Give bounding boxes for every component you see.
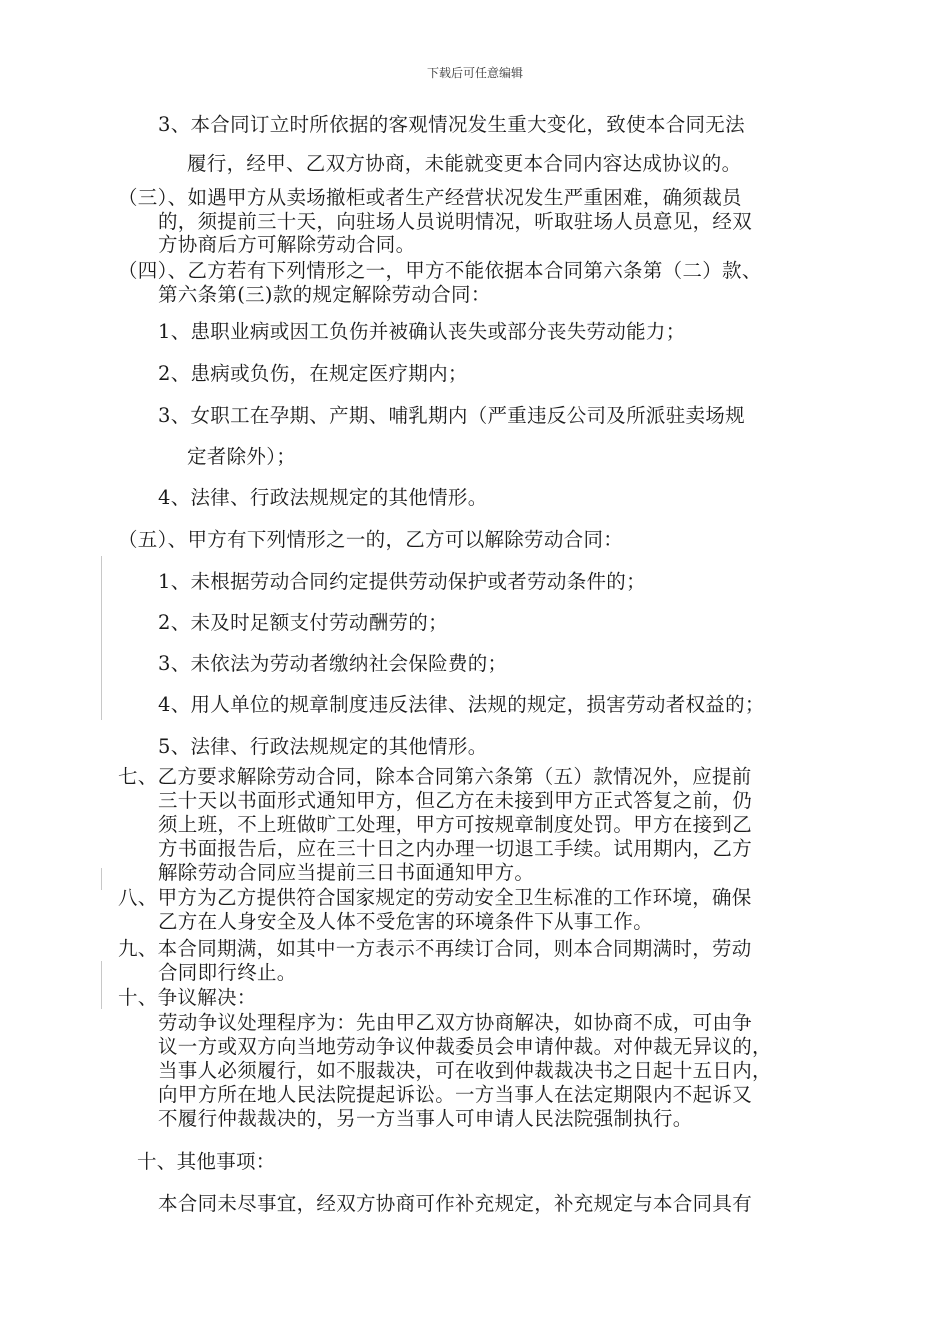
clause-8-line-2: 乙方在人身安全及人体不受危害的环境条件下从事工作。 xyxy=(158,910,654,933)
page-header: 下载后可任意编辑 xyxy=(426,66,523,80)
clause-10-line-4: 向甲方所在地人民法院提起诉讼。一方当事人在法定期限内不起诉又 xyxy=(158,1083,753,1106)
clause-7-line-3: 须上班，不上班做旷工处理，甲方可按规章制度处罚。甲方在接到乙 xyxy=(158,813,753,836)
clause-6-3-item-3-line-2: 履行，经甲、乙双方协商，未能就变更本合同内容达成协议的。 xyxy=(187,152,742,175)
clause-6-3-line-2: 的，须提前三十天，向驻场人员说明情况，听取驻场人员意见，经双 xyxy=(158,210,753,233)
clause-6-4-item-2: 2、患病或负伤，在规定医疗期内； xyxy=(158,362,468,385)
clause-6-4-heading: （四）、乙方若有下列情形之一，甲方不能依据本合同第六条第（二）款、 xyxy=(118,259,762,282)
clause-10-line-2: 议一方或双方向当地劳动争议仲裁委员会申请仲裁。对仲裁无异议的， xyxy=(158,1035,772,1058)
margin-rule xyxy=(101,868,102,890)
clause-7-line-5: 解除劳动合同应当提前三日书面通知甲方。 xyxy=(158,861,535,884)
clause-6-3-heading: （三）、如遇甲方从卖场撤柜或者生产经营状况发生严重困难，确须裁员 xyxy=(118,186,742,209)
clause-6-4-line-2: 第六条第(三)款的规定解除劳动合同： xyxy=(158,283,491,306)
clause-6-5-item-4: 4、用人单位的规章制度违反法律、法规的规定，损害劳动者权益的； xyxy=(158,693,765,716)
clause-10-line-1: 劳动争议处理程序为：先由甲乙双方协商解决，如协商不成，可由争 xyxy=(158,1011,753,1034)
clause-6-3-line-3: 方协商后方可解除劳动合同。 xyxy=(158,233,416,256)
clause-10-heading: 十、争议解决： xyxy=(118,986,257,1009)
clause-6-4-item-3-line-1: 3、女职工在孕期、产期、哺乳期内（严重违反公司及所派驻卖场规 xyxy=(158,404,745,427)
clause-6-3-item-3-line-1: 3、本合同订立时所依据的客观情况发生重大变化，致使本合同无法 xyxy=(158,113,745,136)
clause-6-4-item-3-line-2: 定者除外）； xyxy=(187,445,297,468)
clause-6-5-item-5: 5、法律、行政法规规定的其他情形。 xyxy=(158,735,488,758)
clause-9-line-1: 九、本合同期满，如其中一方表示不再续订合同，则本合同期满时，劳动 xyxy=(118,937,752,960)
clause-6-4-item-4: 4、法律、行政法规规定的其他情形。 xyxy=(158,486,488,509)
clause-7-line-4: 方书面报告后，应在三十日之内办理一切退工手续。试用期内，乙方 xyxy=(158,837,753,860)
clause-8-line-1: 八、甲方为乙方提供符合国家规定的劳动安全卫生标准的工作环境，确保 xyxy=(118,886,752,909)
clause-10-line-3: 当事人必须履行，如不服裁决，可在收到仲裁裁决书之日起十五日内， xyxy=(158,1059,772,1082)
clause-9-line-2: 合同即行终止。 xyxy=(158,961,297,984)
margin-rule xyxy=(101,556,102,720)
clause-10-line-5: 不履行仲裁裁决的，另一方当事人可申请人民法院强制执行。 xyxy=(158,1107,693,1130)
clause-7-line-1: 七、乙方要求解除劳动合同，除本合同第六条第（五）款情况外，应提前 xyxy=(118,765,752,788)
clause-6-5-item-1: 1、未根据劳动合同约定提供劳动保护或者劳动条件的； xyxy=(158,570,646,593)
clause-6-5-item-3: 3、未依法为劳动者缴纳社会保险费的； xyxy=(158,652,508,675)
clause-11-line-1: 本合同未尽事宜，经双方协商可作补充规定，补充规定与本合同具有 xyxy=(158,1192,753,1215)
clause-7-line-2: 三十天以书面形式通知甲方，但乙方在未接到甲方正式答复之前，仍 xyxy=(158,789,753,812)
margin-rule xyxy=(101,961,102,1009)
clause-6-5-heading: （五）、甲方有下列情形之一的，乙方可以解除劳动合同： xyxy=(118,528,624,551)
clause-6-5-item-2: 2、未及时足额支付劳动酬劳的； xyxy=(158,611,448,634)
clause-6-4-item-1: 1、患职业病或因工负伤并被确认丧失或部分丧失劳动能力； xyxy=(158,320,686,343)
clause-11-heading: 十、其他事项： xyxy=(137,1150,276,1173)
